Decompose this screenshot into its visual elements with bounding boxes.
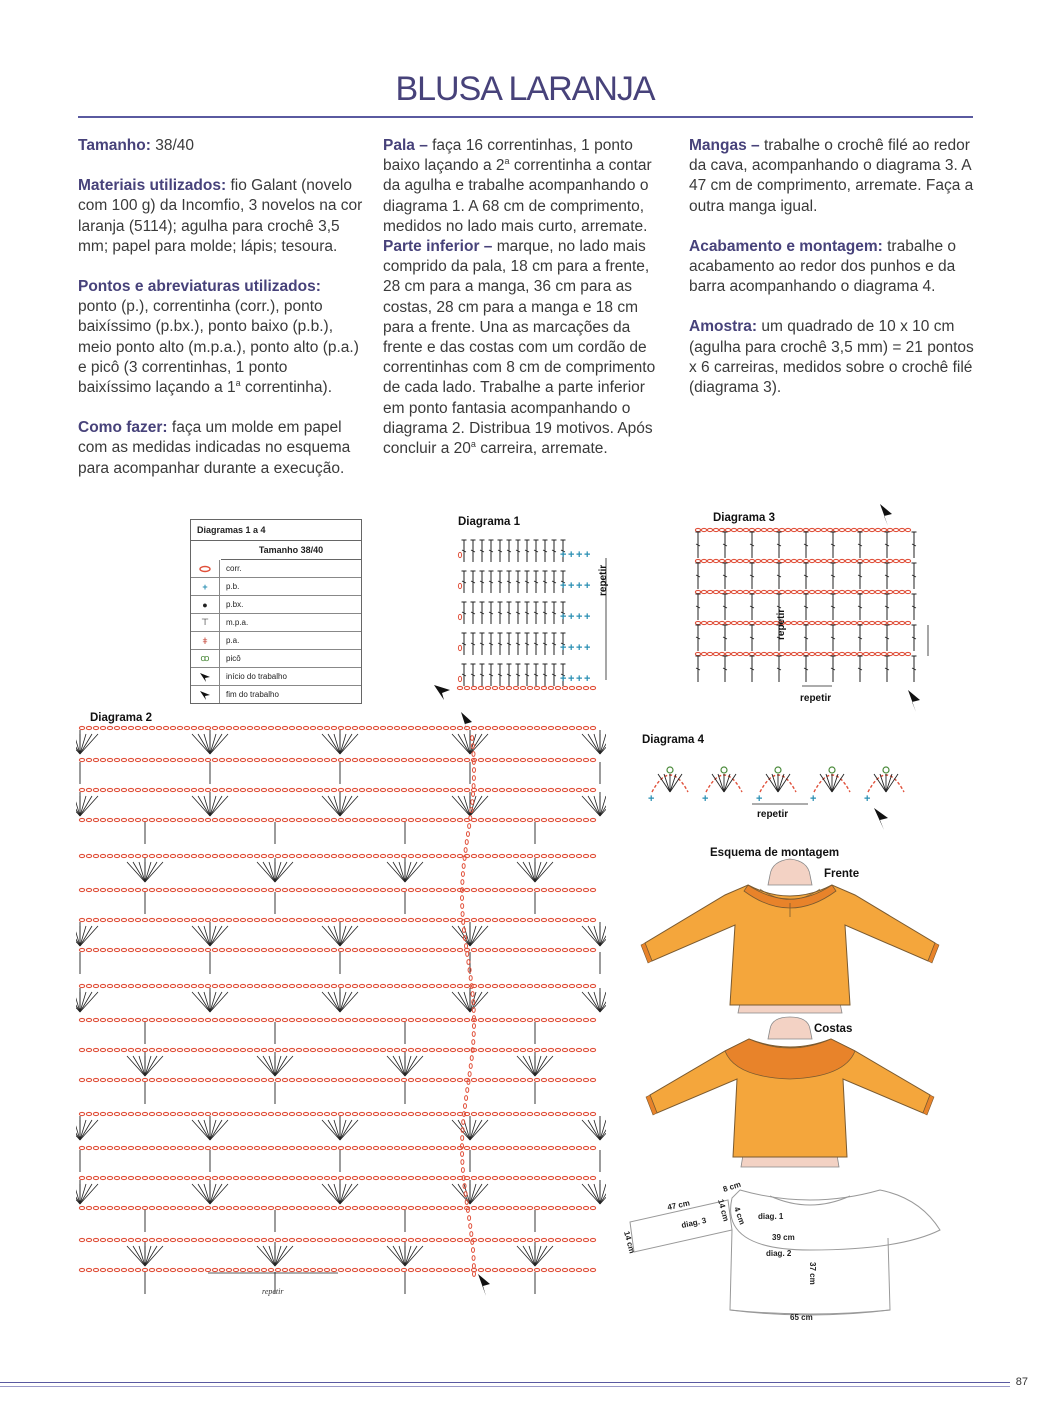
svg-text:+: + (568, 611, 575, 623)
text-column-3 (689, 136, 974, 418)
pontos-label: Pontos e abreviaturas utilizados: (78, 278, 321, 296)
dim-39cm: 39 cm (772, 1233, 795, 1242)
svg-text:+: + (576, 673, 583, 685)
svg-text:+: + (560, 580, 567, 592)
pala-label: Pala – (383, 137, 428, 154)
svg-text:+: + (568, 642, 575, 654)
amostra-value: um quadrado de 10 x 10 cm (agulha para crochê 3,5 mm) = 21 pontos x 6 carreiras, medidos sobre o crochê filé (diagrama 3). (689, 318, 974, 397)
blouse-back-illustration (645, 1015, 935, 1175)
svg-text:+: + (576, 549, 583, 561)
pattern-schematic (620, 1170, 950, 1330)
diagram-3-repeat-label: repetir (800, 693, 832, 704)
svg-text:+: + (560, 549, 567, 561)
materiais-value: fio Galant (novelo com 100 g) da Incomfio, 3 novelos na cor laranja (5114); agulha para crochê 3,5 mm; papel para molde; lápis; tesoura. (78, 177, 363, 255)
diagram-2-label: Diagrama 2 (90, 712, 153, 724)
diagram-1-label: Diagrama 1 (458, 516, 521, 528)
esquema-label: Esquema de montagem (710, 847, 840, 859)
svg-text:+: + (568, 580, 575, 592)
diagram-2-repeat-label: repetir (262, 1287, 284, 1296)
svg-text:+: + (576, 580, 583, 592)
title-rule (78, 116, 973, 118)
start-arrow-icon (191, 668, 220, 685)
svg-text:+: + (584, 642, 591, 654)
materiais-label: Materiais utilizados: (78, 177, 227, 195)
legend-row: ǂ p.a. (191, 632, 361, 650)
dim-65cm: 65 cm (790, 1313, 813, 1322)
half-double-icon: ⊤ (191, 614, 220, 631)
svg-text:+: + (568, 549, 575, 561)
legend-row: ⊤ m.p.a. (191, 614, 361, 632)
acabamento-label: Acabamento e montagem: (689, 237, 883, 255)
chain-icon (191, 560, 220, 577)
label-diag-2: diag. 2 (766, 1249, 792, 1258)
legend-row: ꝏ picô (191, 650, 361, 668)
dim-47cm: 47 cm (666, 1198, 691, 1212)
end-arrow-icon (191, 686, 220, 703)
page-number: 87 (1015, 1376, 1028, 1388)
legend-row: fim do trabalho (191, 686, 361, 703)
parte-inferior-label: Parte inferior – (383, 238, 493, 256)
frente-label: Frente (824, 868, 860, 880)
svg-text:+: + (864, 793, 871, 805)
svg-text:+: + (702, 793, 709, 805)
footer-rule-1 (0, 1382, 1010, 1383)
como-label: Como fazer: (78, 419, 168, 437)
legend-table (190, 519, 362, 704)
diagram-3-label: Diagrama 3 (713, 512, 776, 524)
svg-text:+: + (560, 642, 567, 654)
svg-text:+: + (756, 793, 763, 805)
svg-text:+: + (584, 673, 591, 685)
diagram-3-chart (680, 500, 940, 715)
svg-text:+: + (576, 642, 583, 654)
svg-text:+: + (810, 793, 817, 805)
picot-icon: ꝏ (191, 650, 220, 667)
dim-37cm: 37 cm (808, 1262, 817, 1285)
svg-text:+: + (560, 673, 567, 685)
diagram-4-label: Diagrama 4 (642, 734, 705, 746)
svg-text:+: + (648, 793, 655, 805)
svg-text:+: + (576, 611, 583, 623)
svg-text:+: + (584, 580, 591, 592)
svg-text:+: + (584, 611, 591, 623)
blouse-front-illustration (640, 855, 940, 1020)
dim-14cm-b: 14 cm (622, 1230, 637, 1255)
label-diag-3: diag. 3 (680, 1215, 708, 1230)
tamanho-label: Tamanho: (78, 137, 151, 154)
acabamento-value: trabalhe o acabamento ao redor dos punhos e da barra acompanhando o diagrama 4. (689, 237, 957, 296)
tamanho-value: 38/40 (155, 137, 195, 154)
diagram-4-repeat-label: repetir (757, 809, 789, 820)
diagram-3-repeat-vertical-label: repetir (776, 608, 787, 640)
dim-8cm: 8 cm (721, 1179, 742, 1194)
svg-text:+: + (560, 611, 567, 623)
legend-row: início do trabalho (191, 668, 361, 686)
dim-4cm: 4 cm (732, 1205, 747, 1226)
label-diag-1: diag. 1 (758, 1212, 784, 1221)
svg-text:+: + (568, 673, 575, 685)
slip-stitch-icon: ● (191, 596, 220, 613)
svg-text:+: + (584, 549, 591, 561)
legend-row: corr. (191, 560, 361, 578)
costas-label: Costas (814, 1023, 853, 1035)
footer-rule-2 (0, 1386, 1010, 1387)
double-crochet-icon: ǂ (191, 632, 220, 649)
pala-value: faça 16 correntinhas, 1 ponto baixo laçando a 2$^a$ correntinha a contar da agulha e trabalhe acompanhando o diagrama 1. A 68 cm de comprimento, medidos no lado mais curto, arremate. (383, 137, 652, 235)
diagram-2-chart (76, 708, 606, 1308)
legend-title: Diagramas 1 a 4 (191, 520, 361, 541)
legend-row: + p.b. (191, 578, 361, 596)
pontos-value: ponto (p.), correntinha (corr.), ponto baixíssimo (p.bx.), ponto baixo (p.b.), meio ponto alto (m.p.a.), ponto alto (p.a.) e picô (3 correntinhas, 1 ponto baixíssimo laçando a 1$^a$ correntinha). (78, 298, 359, 397)
diagram-1-repeat-label: repetir (598, 564, 609, 596)
mangas-value: trabalhe o crochê filé ao redor da cava, acompanhando o diagrama 3. A 47 cm de comprimento, arremate. Faça a outra manga igual. (689, 137, 974, 215)
dim-14cm-a: 14 cm (716, 1198, 731, 1223)
legend-subtitle: Tamanho 38/40 (221, 541, 361, 560)
page-title: BLUSA LARANJA (395, 70, 655, 108)
text-column-1 (78, 136, 363, 499)
diagram-1-chart (430, 530, 620, 705)
text-column-2 (383, 136, 668, 479)
single-crochet-icon: + (191, 578, 220, 595)
legend-row: ● p.bx. (191, 596, 361, 614)
amostra-label: Amostra: (689, 318, 758, 336)
parte-inferior-value: marque, no lado mais comprido da pala, 18 cm para a frente, 28 cm para a manga, 36 cm para as costas, 28 cm para a manga e 18 cm para a frente. Una as marcações da frente e das costas com um cordão de correntinhas com 8 cm de comprimento de cada lado. Trabalhe a parte inferior em ponto fantasia acompanhando o diagrama 2. Distribua 19 motivos. Após concluir a 20$^a$ carreira, arremate. (383, 238, 656, 458)
como-value: faça um molde em papel com as medidas indicadas no esquema para acompanhar durante a execução. (78, 419, 351, 477)
mangas-label: Mangas – (689, 137, 760, 154)
